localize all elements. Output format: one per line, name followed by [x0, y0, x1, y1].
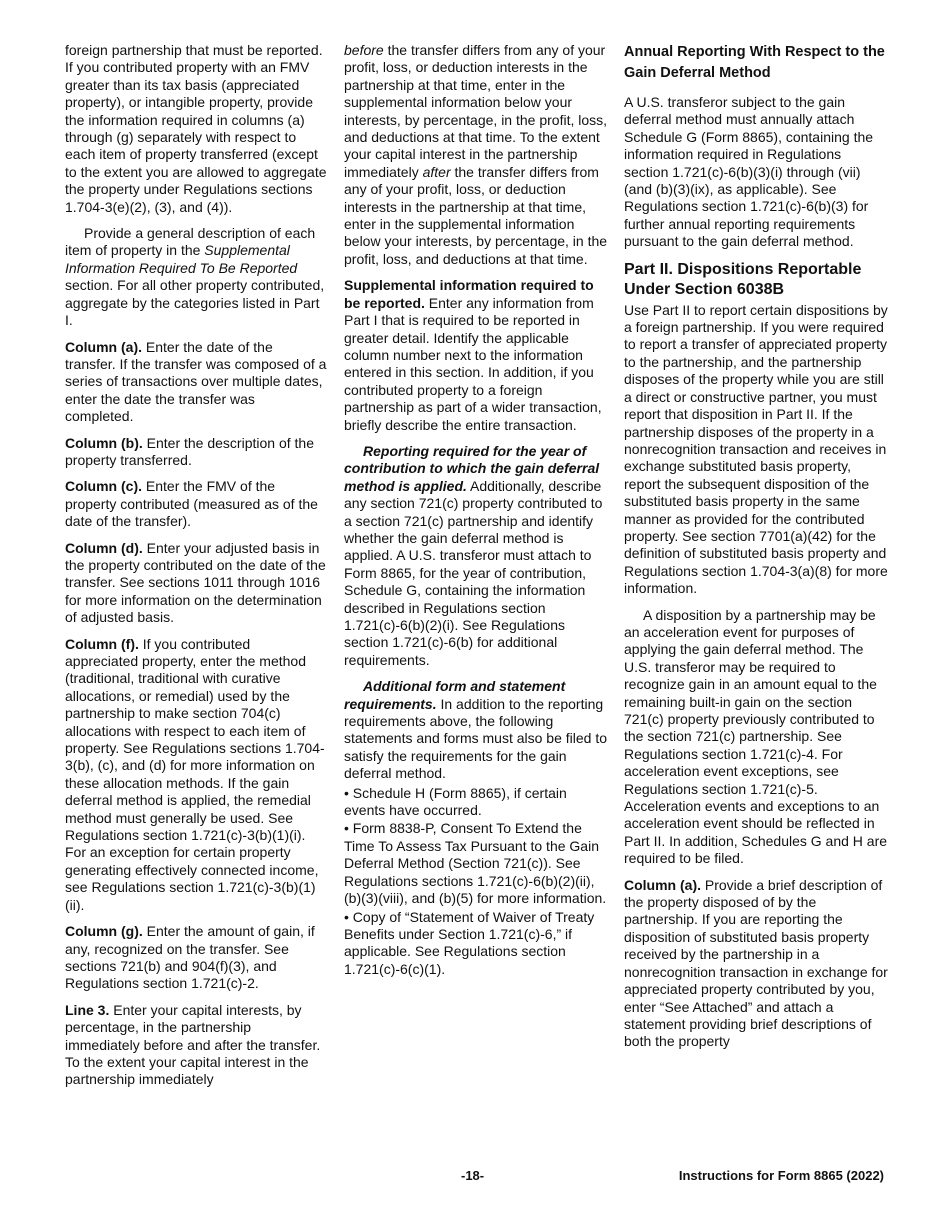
italic-section-ref: Supplemental Information Required To Be Reported [65, 242, 298, 276]
paragraph-capital-interest [344, 42, 609, 268]
column-d-paragraph [65, 540, 327, 627]
column-right [624, 42, 888, 1060]
italic-before: before [344, 42, 384, 58]
column-d-heading: Column (d). [65, 539, 143, 556]
text: Provide a general description of each item of property in the [65, 225, 316, 259]
text: the transfer differs from any of your profit, loss, or deduction interests in the partnership at that time, enter in the supplemental information below your interests, by percentage, in the profit, loss, and deductions at that time. [344, 163, 608, 267]
part-ii-column-a-text: Provide a brief description of the property disposed of by the partnership. If you are reporting the disposition of substituted basis property received by the partnership in a nonrecognition transaction in exchange for appreciated property contributed by you, enter “See Attached” and attach a statement providing brief descriptions of both the property [624, 876, 888, 1050]
column-f-text: If you contributed appreciated property, enter the method (traditional, traditional with curative allocations, or remedial) used by the partnership to make section 704(c) allocations with respect to each item of property. See Regulations sections 1.704-3(b), (c), and (d) for more information on these allocation methods. If the gain deferral method is applied, the remedial method must generally be used. See Regulations section 1.721(c)-3(b)(1)(i). For an exception for certain property generating effectively connected income, see Regulations section 1.721(c)-3(b)(1)(ii). [65, 635, 325, 913]
reporting-required-heading: Reporting required for the year of contribution to which the gain deferral method is applied. [344, 442, 600, 494]
bullet-item: • Copy of “Statement of Waiver of Treaty Benefits under Section 1.721(c)-6,” if applicable. See Regulations section 1.721(c)-6(c)(1). [344, 908, 595, 977]
paragraph-general-description [65, 225, 327, 329]
paragraph-foreign-partnership: foreign partnership that must be reported. If you contributed property with an FMV greater than its tax basis (appreciated property), or intangible property, provide the information required in columns (a) through (g) separately with respect to each item of property transferred (except to the extent you are allowed to aggregate the property under Regulations sections 1.704-3(e)(2), (3), and (4)). [65, 42, 327, 215]
italic-after: after [422, 163, 451, 180]
line-3-paragraph [65, 1002, 327, 1089]
column-f-heading: Column (f). [65, 635, 139, 652]
part-ii-heading: Part II. Dispositions Reportable Under Section 6038B [624, 260, 862, 298]
column-b-paragraph [65, 435, 327, 470]
annual-reporting-text: A U.S. transferor subject to the gain deferral method must annually attach Schedule G (Form 8865), containing the information required in Regulations section 1.721(c)-6(b)(3)(i) through (vii) (and (b)(3)(ix), as applicable). See Regulations section 1.721(c)-6(b)(3) for further annual reporting requirements pursuant to the gain deferral method. [624, 94, 874, 250]
column-c-heading: Column (c). [65, 478, 142, 495]
supplemental-info-paragraph [344, 277, 609, 434]
column-d-text: Enter your adjusted basis in the property contributed on the date of the transfer. See sections 1011 through 1016 for more information on the determination of adjusted basis. [65, 539, 326, 626]
line-3-heading: Line 3. [65, 1001, 110, 1018]
column-a-heading: Column (a). [65, 338, 142, 355]
additional-form-heading: Additional form and statement requirements. [344, 678, 566, 712]
annual-reporting-heading: Annual Reporting With Respect to the Gain Deferral Method [624, 44, 885, 81]
column-c-paragraph [65, 478, 327, 530]
column-left [65, 42, 327, 1098]
part-ii-text: Use Part II to report certain dispositions by a foreign partnership. If you were required to report a transfer of appreciated property to the partnership, and the partnership disposes of the property while you are still a direct or constructive partner, you must report that disposition in Part II. If the partnership disposes of the property in a nonrecognition transaction and receives in exchange substituted basis property, report the subsequent disposition of the substituted basis property in the same manner as provided for the contributed property. See section 7701(a)(42) for the definition of substituted basis property and Regulations section 1.704-3(a)(8) for more information. [624, 301, 888, 597]
page-number: -18- [461, 1168, 485, 1183]
column-a-paragraph [65, 339, 327, 426]
column-a-text: Enter the date of the transfer. If the transfer was composed of a series of transactions over multiple dates, enter the date the transfer was completed. [65, 338, 327, 425]
reporting-required-paragraph [344, 443, 609, 669]
additional-form-paragraph [344, 678, 609, 782]
text: the transfer differs from any of your profit, loss, or deduction interests in the partnership at that time, enter in the supplemental information below your interests, by percentage, in the profit, loss, and deductions at that time. To the extent your capital interest in the partnership immediately [344, 42, 608, 180]
column-g-paragraph [65, 923, 327, 993]
column-b-text: Enter the description of the property transferred. [65, 434, 314, 468]
reporting-required-text: Additionally, describe any section 721(c) property contributed to a section 721(c) partnership and identify whether the gain deferral method is applied. A U.S. transferor must attach to Form 8865, for the year of contribution, Schedule G, containing the information described in Regulations section 1.721(c)-6(b)(2)(i). See Regulations section 1.721(c)-6(b) for additional requirements. [344, 477, 603, 668]
column-middle [344, 42, 609, 979]
column-c-text: Enter the FMV of the property contributed (measured as of the date of the transfer). [65, 478, 318, 530]
column-g-text: Enter the amount of gain, if any, recognized on the transfer. See sections 721(b) and 904(f)(3), and Regulations section 1.721(c)-2. [65, 923, 315, 992]
line-3-text: Enter your capital interests, by percentage, in the partnership immediately before and after the transfer. To the extent your capital interest in the partnership immediately [65, 1001, 321, 1088]
column-b-heading: Column (b). [65, 434, 143, 451]
form-title: Instructions for Form 8865 (2022) [678, 1168, 884, 1183]
column-f-paragraph [65, 636, 327, 915]
supplemental-info-heading: Supplemental information required to be reported. [344, 277, 594, 311]
additional-form-text: In addition to the reporting requirements above, the following statements and forms must also be filed to satisfy the requirements for the gain deferral method. [344, 695, 608, 782]
column-g-heading: Column (g). [65, 923, 143, 940]
bullet-item: • Schedule H (Form 8865), if certain events have occurred. [344, 784, 567, 819]
supplemental-info-text: Enter any information from Part I that is required to be reported in greater detail. Identify the applicable column number next to the information entered in this section. In addition, if you contributed property to a foreign partnership as part of a wider transaction, briefly describe the entire transaction. [344, 294, 602, 433]
part-ii-column-a-paragraph [624, 877, 888, 1051]
text: section. For all other property contributed, aggregate by the categories listed in Part I. [65, 277, 325, 329]
bullet-item: • Form 8838-P, Consent To Extend the Time To Assess Tax Pursuant to the Gain Deferral Method (Section 721(c)). See Regulations sections 1.721(c)-6(b)(2)(ii), (b)(3)(viii), and (b)(5) for more information. [344, 820, 607, 907]
disposition-paragraph: A disposition by a partnership may be an acceleration event for purposes of applying the gain deferral method. The U.S. transferor may be required to recognize gain in an amount equal to the remaining built-in gain on the section 721(c) property previously contributed to the section 721(c) partnership. See Regulations section 1.721(c)-4. For acceleration event exceptions, see Regulations section 1.721(c)-5. Acceleration events and exceptions to an acceleration event should be reflected in Part II. In addition, Schedules G and H are required to be filed. [624, 606, 888, 867]
part-ii-column-a-heading: Column (a). [624, 876, 701, 893]
